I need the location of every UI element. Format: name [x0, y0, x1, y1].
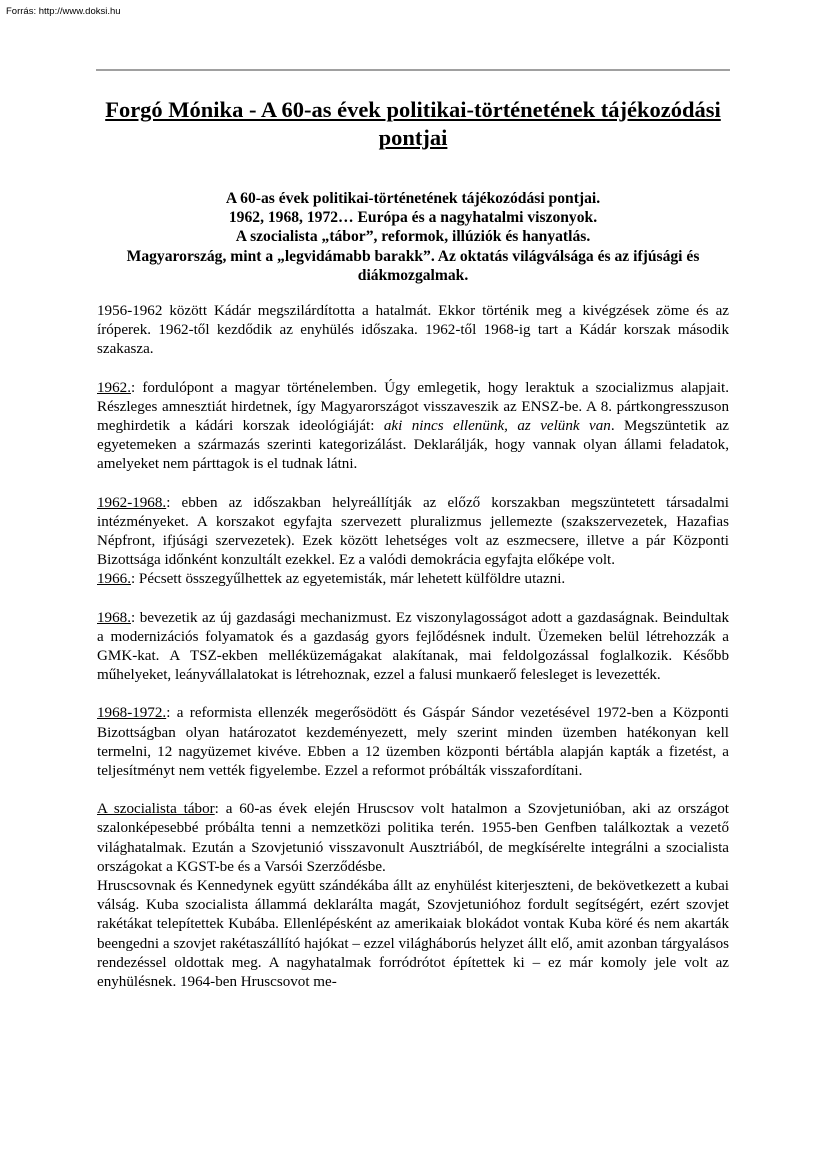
paragraph-text: : Pécsett összegyűlhettek az egyetemisták, már lehetett külföldre utazni. — [130, 571, 566, 588]
paragraph-text: : ebben az időszakban helyreállítják az előző korszakban megszüntetett társadalmi intézményeket. A korszakot egyfajta szervezett pluralizmus jellemezte (szakszervezetek, Hazafias Népfront, ifjúsági szervezetek). Ezek között lehetséges volt az eszmecsere, illetve a pár Központi Bizottsága időnként konzultált ezekkel. Ez a valódi demokrácia egyfajta előképe volt. — [97, 494, 729, 569]
header-divider — [96, 69, 730, 71]
subtitle-line: Magyarország, mint a „legvidámabb barakk”. Az oktatás világválsága és az ifjúsági és diákmozgalmak. — [126, 247, 700, 284]
paragraph-text: : a 60-as évek elején Hruscsov volt hatalmon a Szovjetunióban, aki az országot szalonképesebbé próbálta tenni a nemzetközi politika terén. 1955-ben Genfben találkoztak a vezető világhatalmak. Ezután a Szovjetunió visszavonult Ausztriából, de megkísérelte integrálni a szocialista országokat a KGST-be és a Varsói Szerződésbe. — [97, 801, 729, 875]
paragraph-lead: 1968. — [97, 609, 131, 626]
paragraph-1962 — [97, 379, 729, 475]
subtitle-line: A szocialista „tábor”, reformok, illúziók és hanyatlás. — [235, 228, 591, 246]
paragraph-1962-1968 — [97, 494, 729, 571]
paragraph-hruscsov-kennedy: Hruscsovnak és Kennedynek együtt szándékába állt az enyhülést kiterjeszteni, de bekövetkezett a kubai válság. Kuba szocialista állammá deklarálta magát, Szovjetunióhoz fordult segítségért, ezért szovjet rakétákat telepítettek Kubába. Ellenlépésként az amerikaiak blokádot vontak Kuba köré és nem akarták beengedni a szovjet rakétaszállító hajókat – ezzel világháborús helyzet állt elő, amit azonban tárgyalásos rendezéssel oldottak meg. A nagyhatalmak forródrótot építettek ki – ez már komoly jele volt az enyhülésnek. 1964-ben Hruscsovot me- — [97, 878, 729, 991]
paragraph-szocialista-tabor — [97, 800, 729, 877]
paragraph-lead: 1966. — [97, 571, 131, 588]
paragraph-text: : fordulópont a magyar történelemben. Úgy emlegetik, hogy leraktuk a szocializmus alapjait. Részleges amnesztiát hirdetnek, így Magyarországot visszaveszik az ENSZ-be. A 8. pártkongresszuson meghirdetik a kádári korszak ideológiáját: — [97, 379, 729, 435]
paragraph-emphasis: aki nincs ellenünk, az velünk van — [383, 418, 611, 435]
paragraph-text: . Megszüntetik az egyetemeken a származás szerinti kategorizálást. Deklarálják, hogy vannak olyan állami feladatok, amelyeket nem párttagok is el tudnak látni. — [97, 418, 729, 473]
paragraph-text: : bevezetik az új gazdasági mechanizmust. Ez viszonylagosságot adott a gazdaságnak. Beindultak a modernizációs folyamatok és a gazdaság gyors fejlődésnek indult. Üzemeken belül létrehozzák a GMK-kat. A TSZ-ekben melléküzemágakat alakítanak, mai feldolgozással foglalkozik. Később műhelyeket, leányvállalatokat is létrehoznak, ezzel a falusi munkaerő felesleget is levezették. — [97, 609, 729, 684]
paragraph-1956-1962: 1956-1962 között Kádár megszilárdította a hatalmát. Ekkor történik meg a kivégzések zöme és az íróperek. 1962-től kezdődik az enyhülés időszaka. 1962-től 1968-ig tart a Kádár korszak második szakasza. — [97, 303, 729, 358]
source-label: Forrás: http://www.doksi.hu — [6, 6, 121, 17]
paragraph-1968 — [97, 609, 729, 686]
paragraph-lead: A szocialista tábor — [97, 801, 215, 818]
paragraph-text: : a reformista ellenzék megerősödött és Gáspár Sándor vezetésével 1972-ben a Központi Bizottságban olyan határozatot kezdeményezett, mely szerint minden üzemben hatékonyan kell termelni, 12 nagyüzemet kivéve. Ebben a 12 üzemben központi bértábla alapján kapták a fizetést, a teljesítményt nem vették figyelembe. Ezzel a reformot próbálták visszafordítani. — [97, 705, 729, 780]
paragraph-lead: 1962-1968. — [97, 494, 167, 511]
subtitle-line: 1962, 1968, 1972… Európa és a nagyhatalmi viszonyok. — [228, 209, 598, 227]
paragraph-1966 — [97, 570, 729, 589]
subtitle-block — [96, 189, 730, 285]
document-title: Forgó Mónika - A 60-as évek politikai-történetének tájékozódási pontjai — [105, 97, 721, 150]
paragraph-lead: 1962. — [97, 379, 131, 396]
paragraph-1968-1972 — [97, 704, 729, 781]
paragraph-lead: 1968-1972. — [97, 705, 167, 722]
document-body — [97, 302, 729, 992]
subtitle-line: A 60-as évek politikai-történetének tájékozódási pontjai. — [225, 190, 601, 207]
